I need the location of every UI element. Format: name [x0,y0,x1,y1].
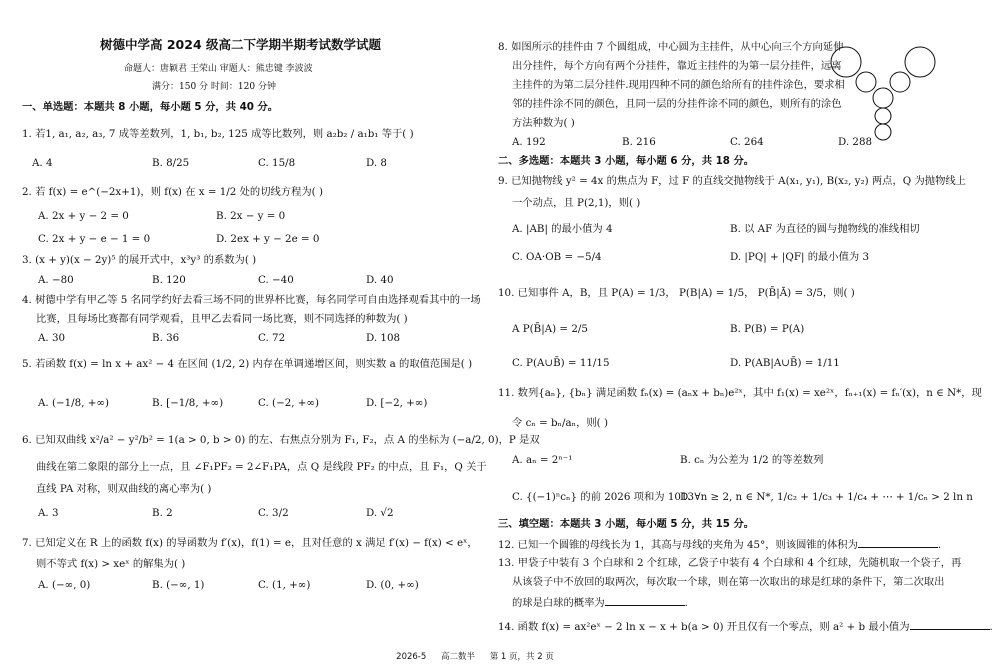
authors-line: 命题人：唐颖君 王荣山 审题人：熊忠键 李波波 [124,64,313,74]
page-footer [0,650,950,662]
question-6-option-a[interactable]: A. 3 [38,507,59,519]
question-1-option-d[interactable]: D. 8 [366,157,387,169]
question-4-option-c[interactable]: C. 72 [258,332,286,344]
footer-grade: 高二数半 [440,652,475,662]
question-3-option-a[interactable]: A. −80 [38,274,74,286]
question-6-line-2: 曲线在第二象限的部分上一点，且 ∠F₁PF₂ = 2∠F₁PA，点 Q 是线段 PF₂ 的中点，且 F₁，Q 关于 [36,461,487,473]
question-7-option-a[interactable]: A. (−∞, 0) [38,579,91,591]
question-8-line-3: 主挂件的为第二层分挂件.现用四种不同的颜色给所有的挂件涂色，要求相 [512,79,845,91]
question-9-line-1: 9. 已知抛物线 y² = 4x 的焦点为 F，过 F 的直线交抛物线于 A(x₁, y₁), B(x₂, y₂) 两点，Q 为抛物线上 [498,175,966,187]
question-14-stem: 14. 函数 f(x) = ax²eˣ − 2 ln x − x + b(a > 0) 开且仅有一个零点，则 a² + b 最小值为 . [498,618,993,634]
question-3-stem: 3. (x + y)(x − 2y)⁵ 的展开式中，x³y³ 的系数为( ) [22,254,257,266]
question-3-option-c[interactable]: C. −40 [258,274,294,286]
question-12-text: 12. 已知一个圆锥的母线长为 1，其高与母线的夹角为 45°，则该圆锥的体积为 [498,539,858,551]
footer-date: 2026-5 [396,652,427,662]
question-13-answer-blank[interactable] [605,594,685,606]
question-14-text: 14. 函数 f(x) = ax²eˣ − 2 ln x − x + b(a > 0) 开且仅有一个零点，则 a² + b 最小值为 [498,621,910,633]
question-1-option-b[interactable]: B. 8/25 [152,157,190,169]
question-7-option-b[interactable]: B. (−∞, 1) [152,579,205,591]
section-heading-multi-choice: 二、多选题：本题共 3 小题，每小题 6 分，共 18 分。 [498,155,755,167]
question-5-option-a[interactable]: A. (−1/8, +∞) [38,397,109,409]
question-8-option-b[interactable]: B. 216 [622,136,656,148]
question-11-option-a[interactable]: A. aₙ = 2ⁿ⁻¹ [512,454,573,466]
question-4-option-a[interactable]: A. 30 [38,332,66,344]
question-11-option-b[interactable]: B. cₙ 为公差为 1/2 的等差数列 [680,454,824,466]
question-6-line-3: 直线 PA 对称，则双曲线的离心率为( ) [36,483,212,495]
pendant-circle-bottom-outer [875,124,891,140]
question-10-option-a[interactable]: A P(B̄|A) = 2/5 [512,323,588,335]
pendant-circle-left-outer [831,47,861,77]
question-6-option-d[interactable]: D. √2 [366,507,394,519]
pendant-circle-bottom-inner [875,108,891,124]
question-8-line-2: 出分挂件，每个方向有两个分挂件，靠近主挂件的为第一层分挂件，远离 [512,60,842,72]
question-5-option-d[interactable]: D. [−2, +∞) [366,397,428,409]
question-6-line-1: 6. 已知双曲线 x²/a² − y²/b² = 1(a > 0, b > 0) 的左、右焦点分别为 F₁, F₂，点 A 的坐标为 (−a/2, 0)，P 是双 [22,434,540,446]
question-2-option-d[interactable]: D. 2ex + y − 2e = 0 [216,233,320,245]
question-13-text: 的球是白球的概率为 [512,597,605,609]
question-5-option-c[interactable]: C. (−2, +∞) [258,397,320,409]
pendant-circles-figure [828,40,938,140]
question-5-option-b[interactable]: B. [−1/8, +∞) [152,397,224,409]
question-2-stem: 2. 若 f(x) = e^(−2x+1)，则 f(x) 在 x = 1/2 处的切线方程为( ) [22,186,323,198]
question-7-line-2: 则不等式 f(x) > xeˣ 的解集为( ) [36,558,186,570]
question-12-answer-blank[interactable] [858,536,938,548]
pendant-circle-left-inner [856,72,876,92]
question-8-line-1: 8. 如图所示的挂件由 7 个圆组成，中心圆为主挂件，从中心向三个方向延伸 [498,41,844,53]
question-2-option-b[interactable]: B. 2x − y = 0 [216,210,286,222]
question-7-option-c[interactable]: C. (1, +∞) [258,579,311,591]
question-9-option-c[interactable]: C. OA·OB = −5/4 [512,251,602,263]
question-8-line-4: 邻的挂件涂不同的颜色，且同一层的分挂件涂不同的颜色，则所有的涂色 [512,98,842,110]
question-11-line-1: 11. 数列{aₙ}, {bₙ} 满足函数 fₙ(x) = (aₙx + bₙ)e²ˣ，其中 f₁(x) = xe²ˣ，fₙ₊₁(x) = fₙ′(x)，n ∈ N*，现 [498,387,982,399]
question-4-line-1: 4. 树德中学有甲乙等 5 名同学约好去看三场不同的世界杯比赛，每名同学可自由选择观看其中的一场 [22,294,481,306]
question-1-option-c[interactable]: C. 15/8 [258,157,296,169]
exam-title: 树德中学高 2024 级高二下学期半期考试数学试题 [100,37,381,52]
question-14-answer-blank[interactable] [910,618,990,630]
score-time-line: 满分：150 分 时间：120 分钟 [152,82,276,92]
pendant-circle-right-inner [890,72,910,92]
question-4-option-d[interactable]: D. 108 [366,332,401,344]
section-heading-single-choice: 一、单选题：本题共 8 小题，每小题 5 分，共 40 分。 [22,101,279,113]
question-13-line-3: 的球是白球的概率为 . [512,594,688,610]
question-11-line-2: 令 cₙ = bₙ/aₙ，则( ) [512,417,608,429]
question-7-option-d[interactable]: D. (0, +∞) [366,579,419,591]
question-8-option-a[interactable]: A. 192 [512,136,546,148]
question-9-option-b[interactable]: B. 以 AF 为直径的圆与抛物线的准线相切 [730,223,920,235]
question-3-option-b[interactable]: B. 120 [152,274,186,286]
section-heading-fill-in: 三、填空题：本题共 3 小题，每小题 5 分，共 15 分。 [498,518,755,530]
question-12-stem: 12. 已知一个圆锥的母线长为 1，其高与母线的夹角为 45°，则该圆锥的体积为 . [498,536,941,552]
question-11-option-d[interactable]: D. ∀n ≥ 2, n ∈ N*, 1/c₂ + 1/c₃ + 1/c₄ + ⋯ + 1/cₙ > 2 ln n [680,491,973,503]
question-1-option-a[interactable]: A. 4 [32,157,53,169]
question-3-option-d[interactable]: D. 40 [366,274,394,286]
question-4-option-b[interactable]: B. 36 [152,332,180,344]
question-6-option-c[interactable]: C. 3/2 [258,507,289,519]
question-2-option-a[interactable]: A. 2x + y − 2 = 0 [38,210,129,222]
pendant-circle-center [873,88,893,108]
question-11-option-c[interactable]: C. {(−1)ⁿcₙ} 的前 2026 项和为 1013 [512,491,695,503]
question-9-line-2: 一个动点，且 P(2,1)，则( ) [512,197,641,209]
question-8-option-d[interactable]: D. 288 [838,136,873,148]
question-10-option-d[interactable]: D. P(AB|A∪B̄) = 1/11 [730,357,840,369]
question-10-option-b[interactable]: B. P(B) = P(A) [730,323,805,335]
pendant-circle-right-outer [905,47,935,77]
footer-page-number: 第 1 页，共 2 页 [489,652,554,662]
question-1-stem: 1. 若1, a₁, a₂, a₃, 7 成等差数列，1, b₁, b₂, 125 成等比数列，则 a₂b₂ / a₁b₁ 等于( ) [22,128,414,140]
question-4-line-2: 比赛，且每场比赛都有同学观看，且甲乙去看同一场比赛，则不同选择的种数为( ) [36,313,408,325]
question-9-option-a[interactable]: A. |AB| 的最小值为 4 [512,223,613,235]
question-5-stem: 5. 若函数 f(x) = ln x + ax² − 4 在区间 (1/2, 2) 内存在单调递增区间，则实数 a 的取值范围是( ) [22,358,473,370]
question-8-option-c[interactable]: C. 264 [730,136,764,148]
question-10-option-c[interactable]: C. P(A∪B̄) = 11/15 [512,357,610,369]
question-6-option-b[interactable]: B. 2 [152,507,173,519]
question-9-option-d[interactable]: D. |PQ| + |QF| 的最小值为 3 [730,251,870,263]
question-10-stem: 10. 已知事件 A，B，且 P(A) = 1/3， P(B|A) = 1/5， P(B̄|Ā) = 3/5，则( ) [498,287,855,299]
question-7-line-1: 7. 已知定义在 R 上的函数 f(x) 的导函数为 f′(x)，f(1) = e，且对任意的 x 满足 f′(x) − f(x) < eˣ， [22,537,478,549]
question-2-option-c[interactable]: C. 2x + y − e − 1 = 0 [38,233,151,245]
question-13-line-2: 从该袋子中不放回的取两次，每次取一个球，则在第一次取出的球是红球的条件下，第二次取出 [512,576,945,588]
question-8-line-5: 方法种数为( ) [512,117,575,129]
question-13-line-1: 13. 甲袋子中装有 3 个白球和 2 个红球，乙袋子中装有 4 个白球和 4 个红球，先随机取一个袋子，再 [498,557,962,569]
